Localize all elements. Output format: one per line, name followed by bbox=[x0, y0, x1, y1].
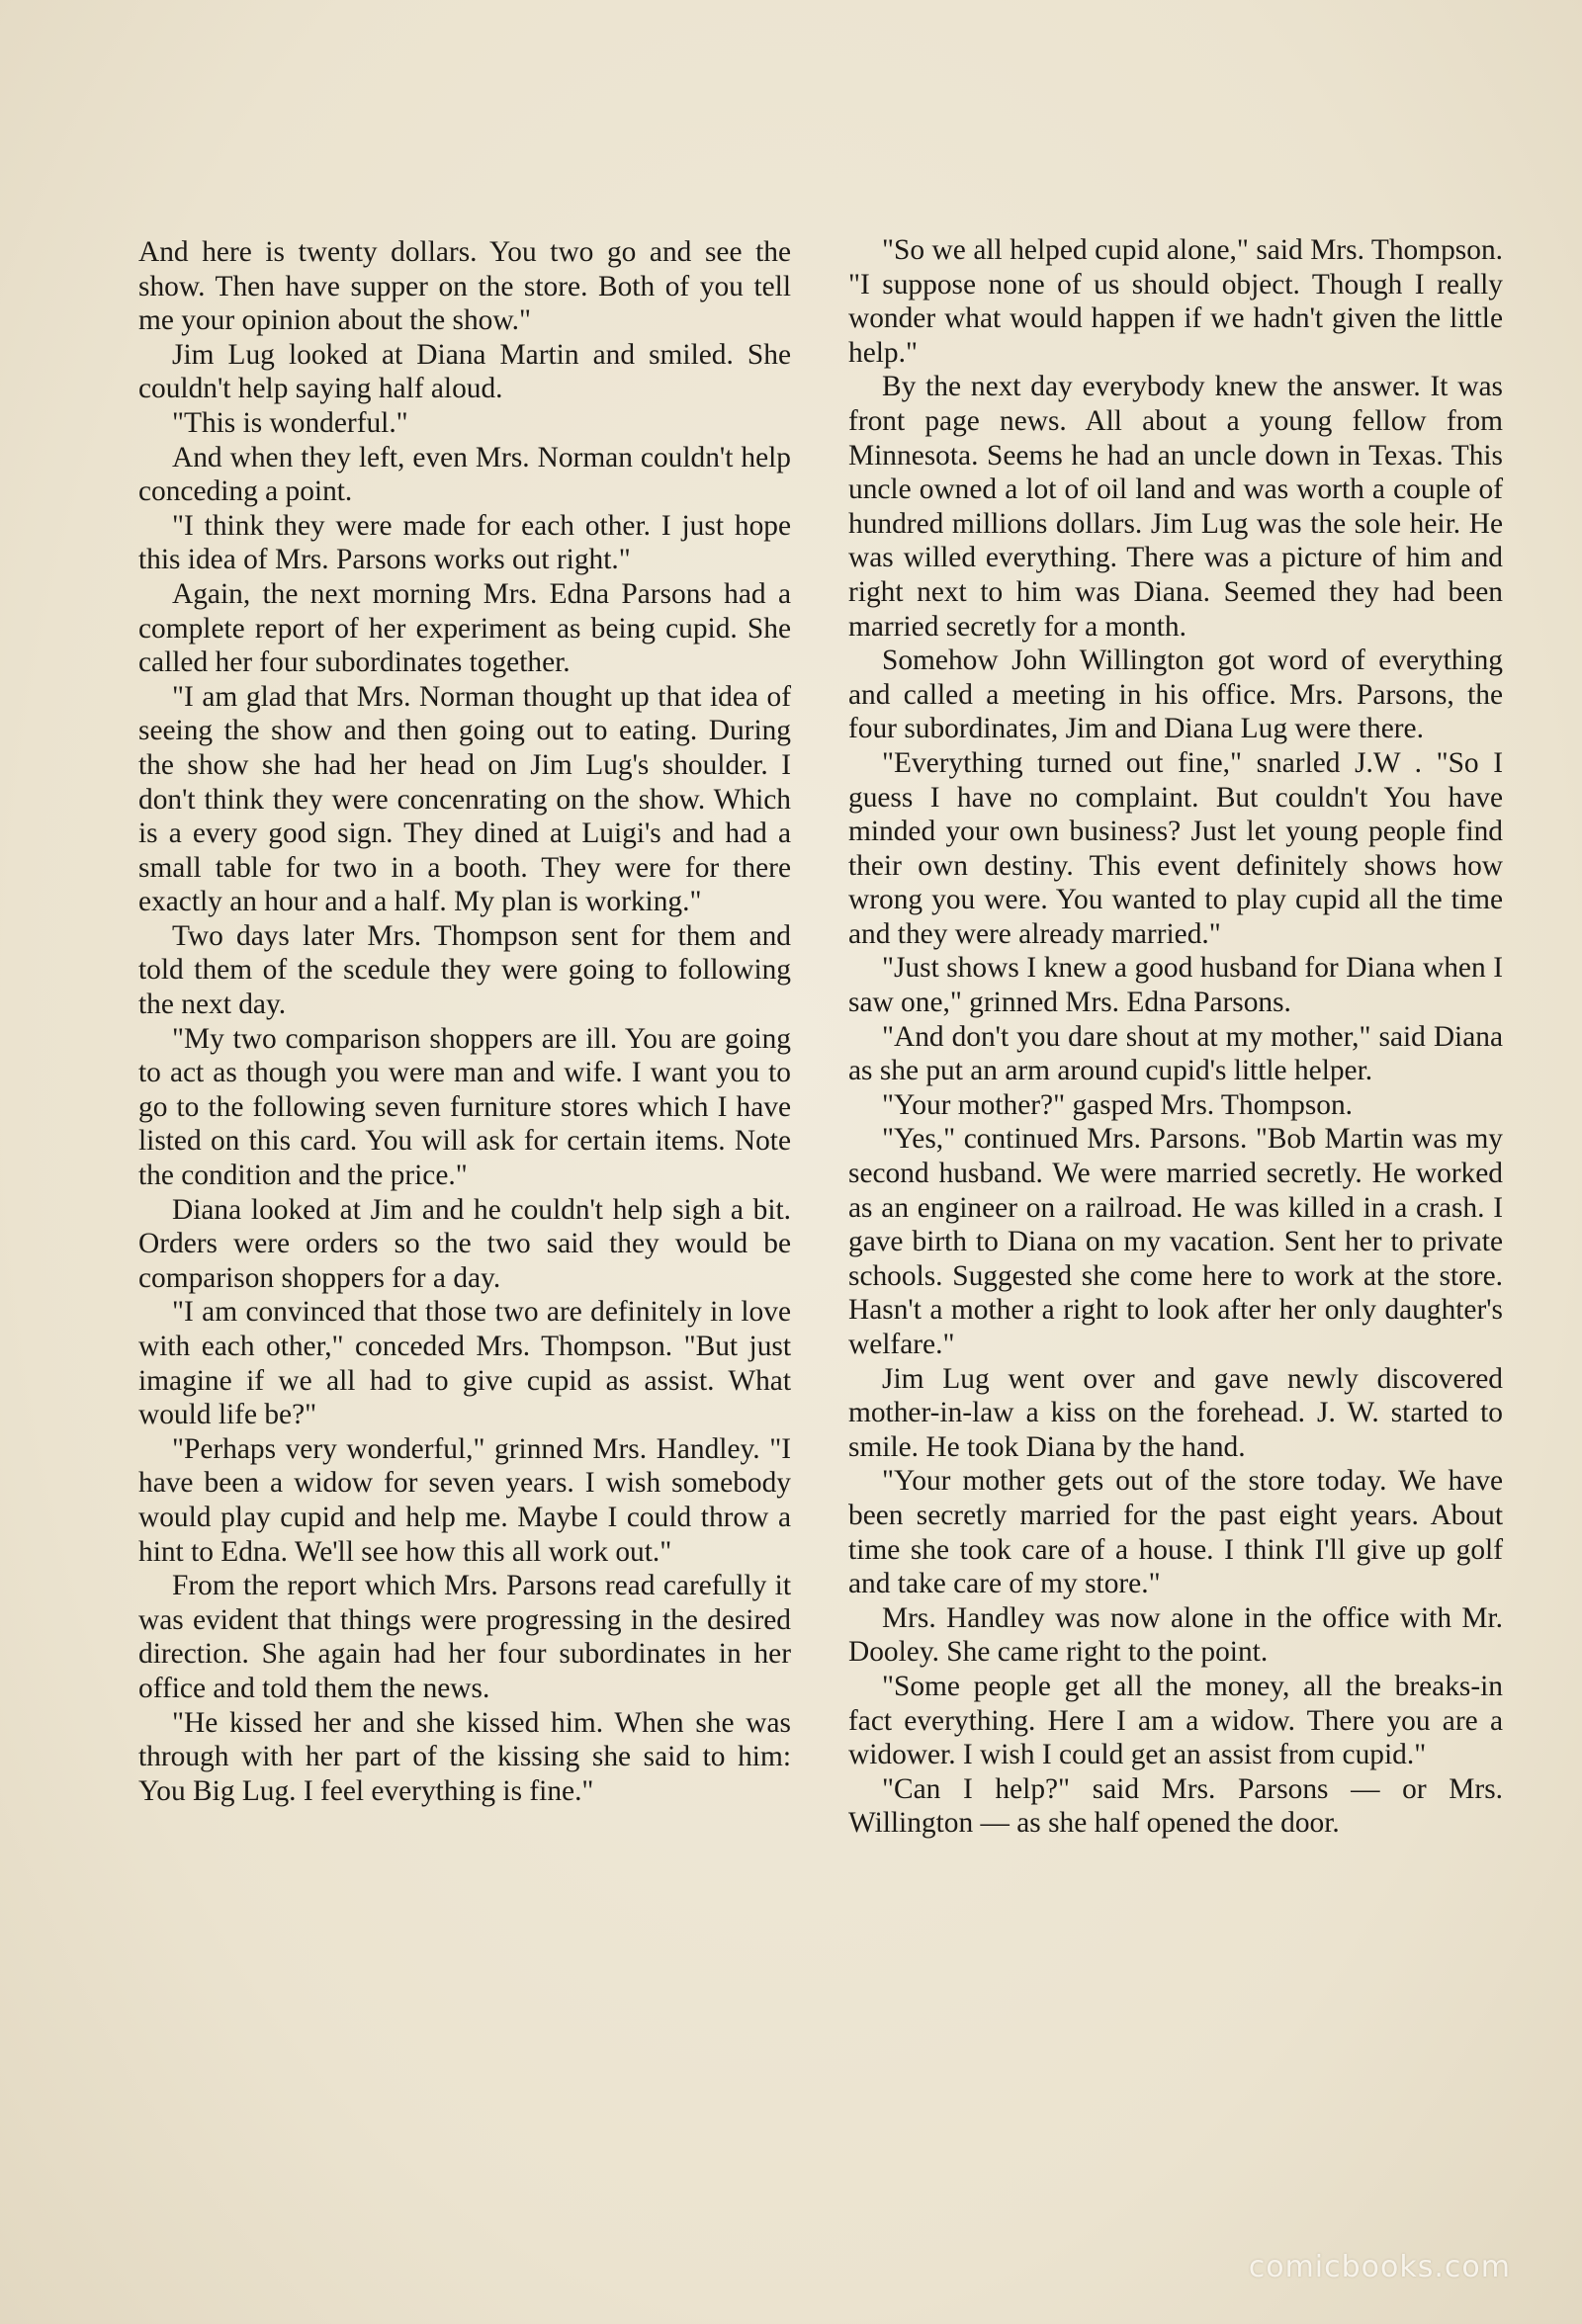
paragraph: "This is wonderful." bbox=[172, 406, 408, 439]
paragraph: By the next day everybody knew the answer. It was front page news. All about a young fellow from Minnesota. Seems he had an uncle down in Texas. This uncle owned a lot of oil land and was worth a couple of hundred millions dollars. Jim Lug was the sole heir. He was willed everything. There was a picture of him and right next to him was Diana. Seemed they had been married secretly for a month. bbox=[848, 371, 1503, 643]
paragraph: "I am glad that Mrs. Norman thought up that idea of seeing the show and then going out to eating. During the show she had her head on Jim Lug's shoulder. I don't think they were concenrating on the show. Which is a every good sign. They dined at Luigi's and had a small table for two in a booth. They were for there exactly an hour and a half. My plan is working." bbox=[138, 680, 791, 918]
paragraph: "My two comparison shoppers are ill. You are going to act as though you were man and wife. I want you to go to the following seven furniture stores which I have listed on this card. You will ask for certain items. Note the condition and the price." bbox=[138, 1022, 791, 1192]
paragraph: "Your mother gets out of the store today. We have been secretly married for the past eight years. About time she took care of a house. I think I'll give up golf and take care of my store." bbox=[848, 1465, 1503, 1600]
paragraph: "Some people get all the money, all the breaks-in fact everything. Here I am a widow. There you are a widower. I wish I could get an assist from cupid." bbox=[848, 1670, 1503, 1771]
paragraph: "Perhaps very wonderful," grinned Mrs. Handley. "I have been a widow for seven years. I wish somebody would play cupid and help me. Maybe I could throw a hint to Edna. We'll see how this all work out." bbox=[138, 1432, 791, 1568]
paragraph: Two days later Mrs. Thompson sent for them and told them of the scedule they were going to following the next day. bbox=[138, 919, 791, 1021]
paragraph: "I am convinced that those two are definitely in love with each other," conceded Mrs. Thompson. "But just imagine if we all had to give cupid as assist. What would life be?" bbox=[138, 1296, 791, 1431]
paragraph: Jim Lug looked at Diana Martin and smiled. She couldn't help saying half aloud. bbox=[138, 338, 791, 405]
paragraph: Somehow John Willington got word of everything and called a meeting in his office. Mrs. Parsons, the four subordinates, Jim and Diana Lug were there. bbox=[848, 645, 1503, 745]
paragraph: "Just shows I knew a good husband for Diana when I saw one," grinned Mrs. Edna Parsons. bbox=[848, 952, 1503, 1019]
paragraph: "Yes," continued Mrs. Parsons. "Bob Martin was my second husband. We were married secretly. He worked as an engineer on a railroad. He was killed in a crash. I gave birth to Diana on my vacation. Sent her to private schools. Suggested she come here to work at the store. Hasn't a mother a right to look after her only daughter's welfare." bbox=[848, 1123, 1503, 1360]
text-column-left bbox=[138, 235, 791, 1808]
paragraph: Diana looked at Jim and he couldn't help sigh a bit. Orders were orders so the two said they would be comparison shoppers for a day. bbox=[138, 1193, 791, 1294]
watermark: comicbooks.com bbox=[1248, 2250, 1511, 2284]
paragraph: "Your mother?" gasped Mrs. Thompson. bbox=[882, 1088, 1354, 1121]
paragraph: "Everything turned out fine," snarled J.W . "So I guess I have no complaint. But couldn't You have minded your own business? Just let young people find their own destiny. This event definitely shows how wrong you were. You wanted to play cupid all the time and they were already married." bbox=[848, 746, 1503, 950]
paragraph: Again, the next morning Mrs. Edna Parsons had a complete report of her experiment as being cupid. She called her four subordinates together. bbox=[138, 577, 791, 679]
paragraph: "He kissed her and she kissed him. When she was through with her part of the kissing she said to him: You Big Lug. I feel everything is fine." bbox=[138, 1706, 791, 1807]
paragraph: Jim Lug went over and gave newly discovered mother-in-law a kiss on the forehead. J. W. started to smile. He took Diana by the hand. bbox=[848, 1362, 1503, 1463]
text-column-right bbox=[848, 233, 1503, 1841]
paragraph: And here is twenty dollars. You two go and see the show. Then have supper on the store. Both of you tell me your opinion about the show." bbox=[138, 236, 791, 337]
paragraph: "Can I help?" said Mrs. Parsons — or Mrs. Willington — as she half opened the door. bbox=[848, 1772, 1503, 1840]
paragraph: "So we all helped cupid alone," said Mrs. Thompson. "I suppose none of us should object. Though I really wonder what would happen if we hadn't given the little help." bbox=[848, 234, 1503, 369]
paragraph: From the report which Mrs. Parsons read carefully it was evident that things were progressing in the desired direction. She again had her four subordinates in her office and told them the news. bbox=[138, 1570, 791, 1704]
paragraph: Mrs. Handley was now alone in the office with Mr. Dooley. She came right to the point. bbox=[848, 1601, 1503, 1669]
paragraph: "I think they were made for each other. I just hope this idea of Mrs. Parsons works out right." bbox=[138, 509, 791, 576]
paragraph: "And don't you dare shout at my mother," said Diana as she put an arm around cupid's little helper. bbox=[848, 1020, 1503, 1087]
paragraph: And when they left, even Mrs. Norman couldn't help conceding a point. bbox=[138, 441, 791, 508]
